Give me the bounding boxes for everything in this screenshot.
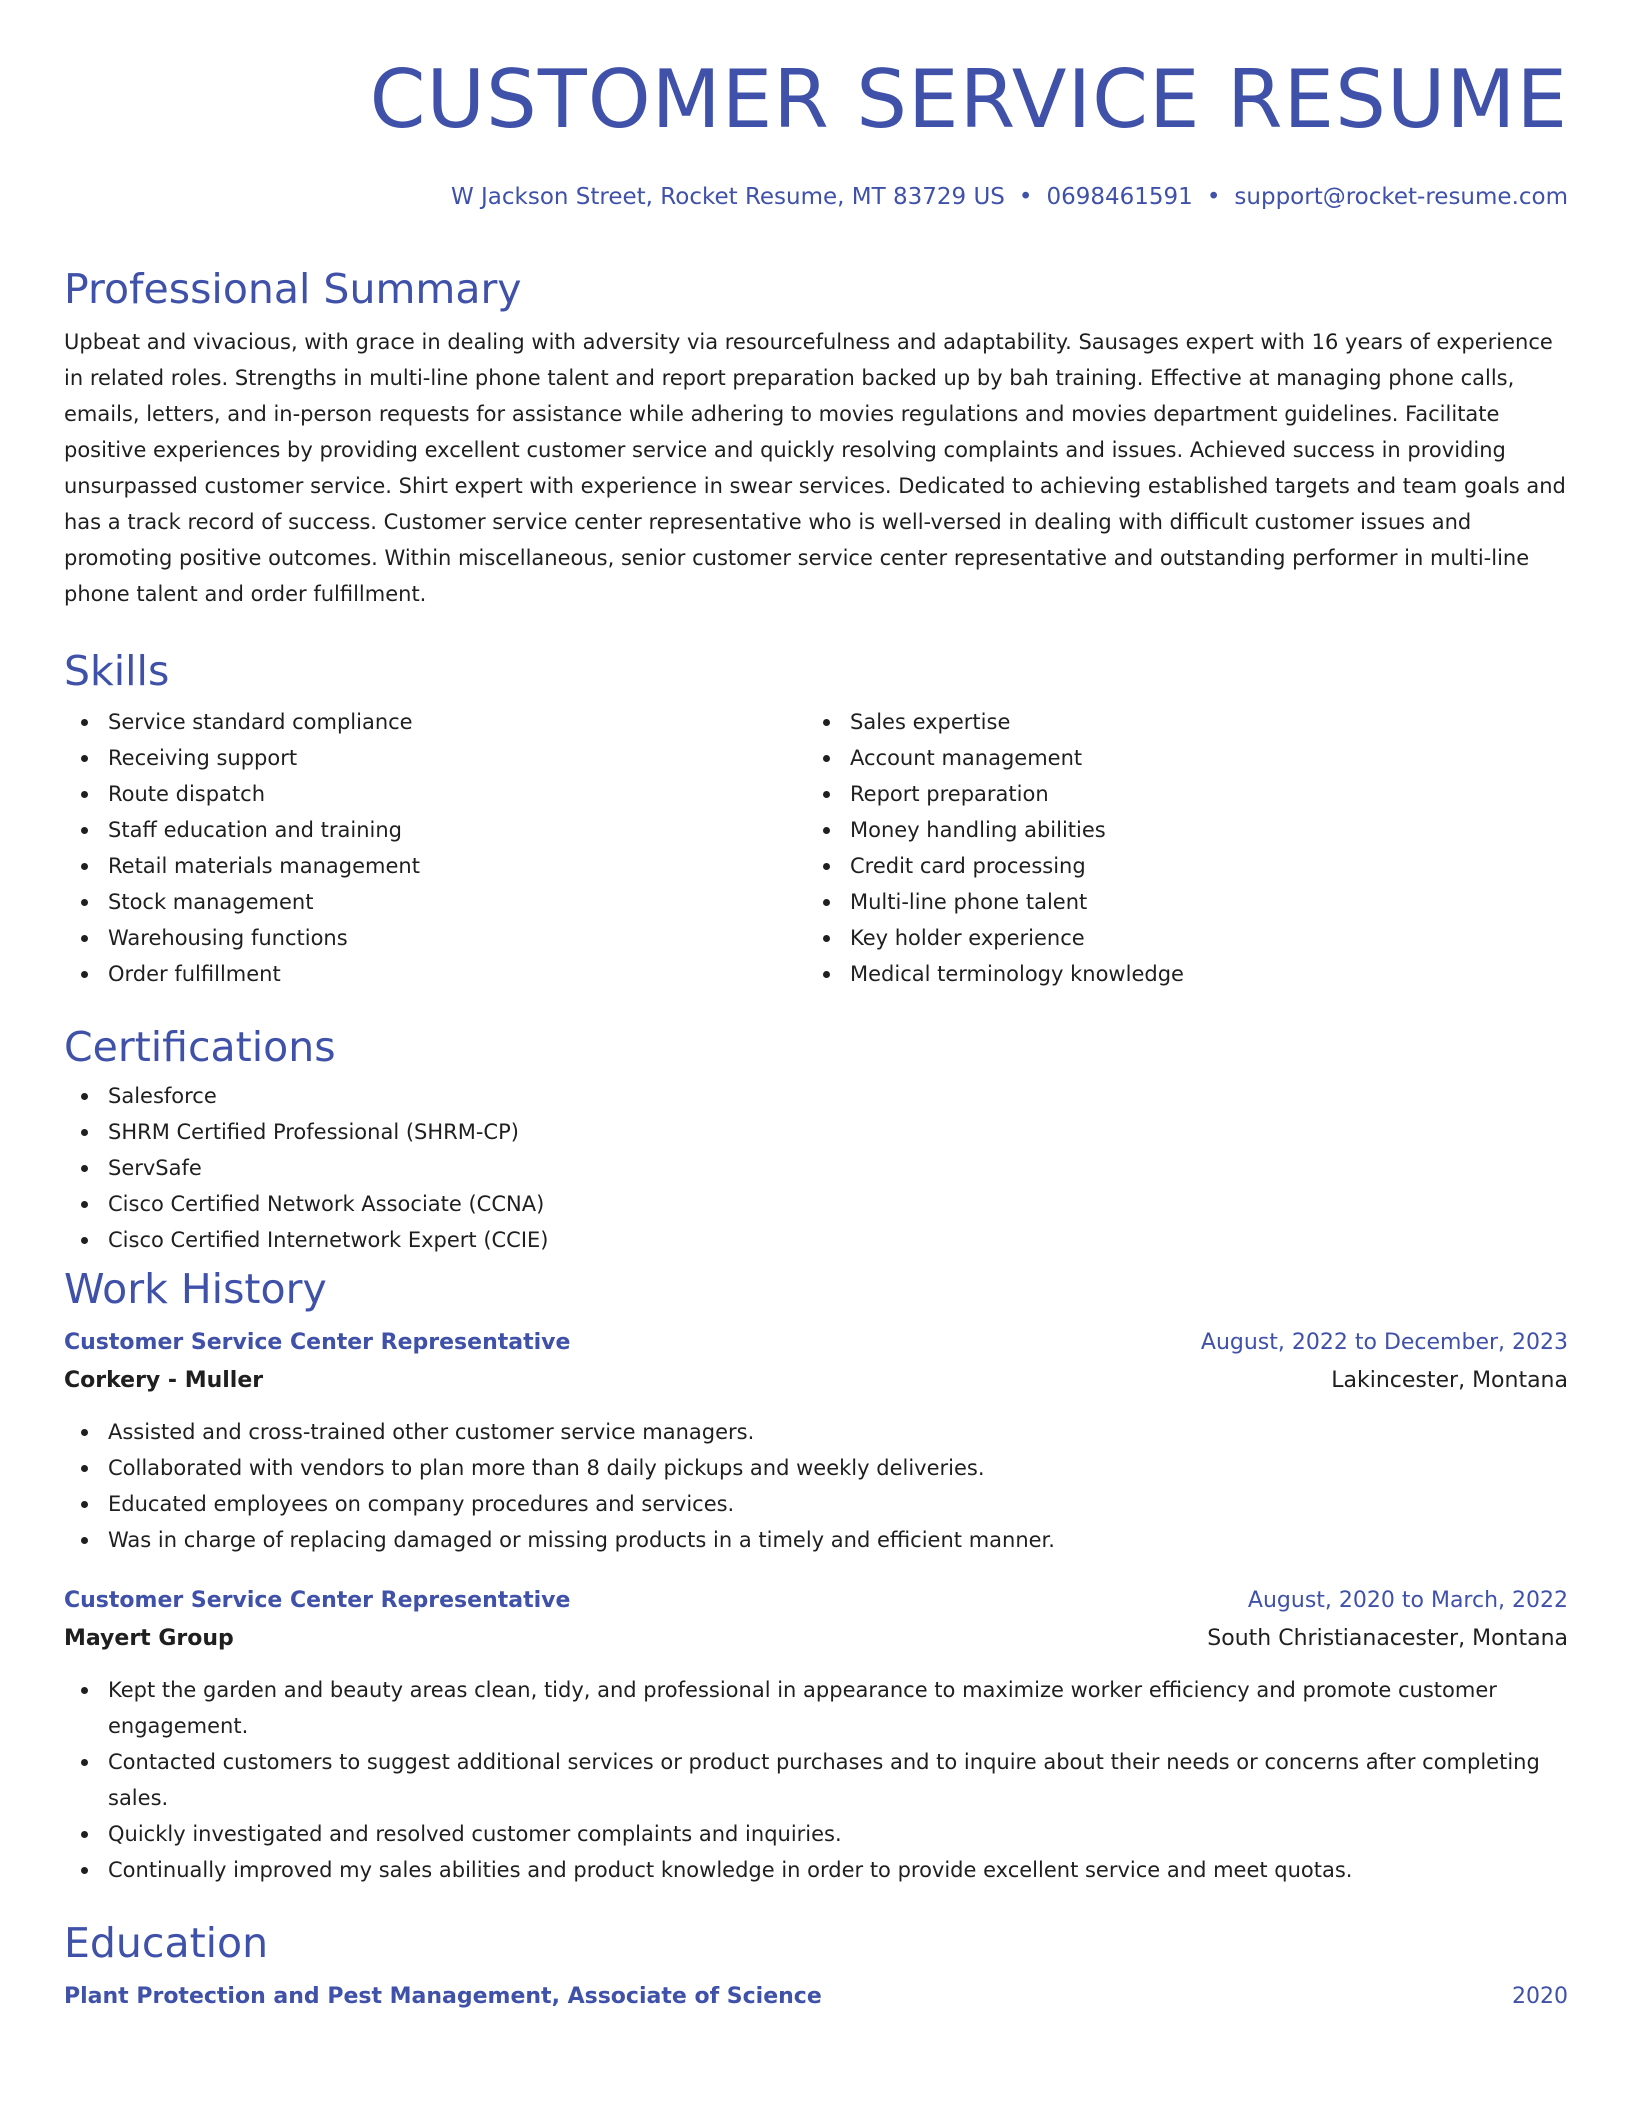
job-location: South Christianacester, Montana	[1207, 1626, 1568, 1651]
contact-address: W Jackson Street, Rocket Resume, MT 83729 US	[450, 184, 1005, 210]
job-company: Mayert Group	[64, 1626, 234, 1651]
skills-list-right	[806, 704, 1548, 992]
certification-item: Salesforce	[64, 1078, 1568, 1114]
skill-item: Service standard compliance	[64, 704, 806, 740]
job-bullet: Assisted and cross-trained other customer service managers.	[64, 1414, 1568, 1450]
job-title: Customer Service Center Representative	[64, 1588, 571, 1613]
job-company-row	[64, 1620, 1568, 1658]
job-bullets	[64, 1672, 1568, 1888]
job-title-row	[64, 1582, 1568, 1620]
contact-phone: 0698461591	[1046, 184, 1193, 210]
skill-item: Account management	[806, 740, 1548, 776]
job-title-row	[64, 1324, 1568, 1362]
education-degree: Plant Protection and Pest Management, Associate of Science	[64, 1984, 822, 2009]
job-dates: August, 2022 to December, 2023	[1200, 1330, 1568, 1355]
skill-item: Receiving support	[64, 740, 806, 776]
skills-section	[64, 640, 1568, 992]
job-entry	[64, 1324, 1568, 1558]
job-title: Customer Service Center Representative	[64, 1330, 571, 1355]
education-entry	[64, 1978, 1568, 2016]
skill-item: Key holder experience	[806, 920, 1548, 956]
certifications-list	[64, 1078, 1568, 1258]
skill-item: Medical terminology knowledge	[806, 956, 1548, 992]
skills-columns	[64, 704, 1568, 992]
skills-column-right	[806, 704, 1548, 992]
resume-content	[64, 258, 1568, 2016]
certifications-section	[64, 1016, 1568, 1258]
certification-item: ServSafe	[64, 1150, 1568, 1186]
contact-separator: •	[1206, 184, 1221, 210]
skill-item: Retail materials management	[64, 848, 806, 884]
summary-heading: Professional Summary	[64, 265, 522, 313]
skill-item: Money handling abilities	[806, 812, 1548, 848]
job-entry	[64, 1582, 1568, 1888]
job-bullets	[64, 1414, 1568, 1558]
certification-item: Cisco Certified Network Associate (CCNA)	[64, 1186, 1568, 1222]
certification-item: Cisco Certified Internetwork Expert (CCIE)	[64, 1222, 1568, 1258]
skill-item: Stock management	[64, 884, 806, 920]
job-dates: August, 2020 to March, 2022	[1247, 1588, 1568, 1613]
skill-item: Multi-line phone talent	[806, 884, 1548, 920]
job-company: Corkery - Muller	[64, 1368, 264, 1393]
job-company-row	[64, 1362, 1568, 1400]
job-bullet: Was in charge of replacing damaged or missing products in a timely and efficient manner.	[64, 1522, 1568, 1558]
skills-heading: Skills	[64, 647, 170, 695]
contact-info	[451, 180, 1568, 214]
certification-item: SHRM Certified Professional (SHRM-CP)	[64, 1114, 1568, 1150]
resume-title: CUSTOMER SERVICE RESUME	[369, 53, 1568, 146]
job-bullet: Collaborated with vendors to plan more than 8 daily pickups and weekly deliveries.	[64, 1450, 1568, 1486]
education-heading: Education	[64, 1919, 269, 1967]
skills-column-left	[64, 704, 806, 992]
education-section	[64, 1912, 1568, 2016]
skill-item: Sales expertise	[806, 704, 1548, 740]
skill-item: Staff education and training	[64, 812, 806, 848]
skills-list-left	[64, 704, 806, 992]
work-history-section	[64, 1258, 1568, 1888]
job-location: Lakincester, Montana	[1331, 1368, 1568, 1393]
skill-item: Report preparation	[806, 776, 1548, 812]
skill-item: Credit card processing	[806, 848, 1548, 884]
skill-item: Order fulfillment	[64, 956, 806, 992]
job-bullet: Quickly investigated and resolved customer complaints and inquiries.	[64, 1816, 1568, 1852]
job-bullet: Educated employees on company procedures and services.	[64, 1486, 1568, 1522]
job-bullet: Contacted customers to suggest additional services or product purchases and to inquire about their needs or concerns after completing sales.	[64, 1744, 1568, 1816]
summary-section	[64, 258, 1568, 612]
job-bullet: Continually improved my sales abilities and product knowledge in order to provide excellent service and meet quotas.	[64, 1852, 1568, 1888]
education-year: 2020	[1512, 1984, 1568, 2009]
work-history-heading: Work History	[64, 1265, 327, 1313]
job-bullet: Kept the garden and beauty areas clean, tidy, and professional in appearance to maximize worker efficiency and promote customer engagement.	[64, 1672, 1568, 1744]
certifications-heading: Certifications	[64, 1023, 336, 1071]
skill-item: Warehousing functions	[64, 920, 806, 956]
skill-item: Route dispatch	[64, 776, 806, 812]
contact-email: support@rocket-resume.com	[1234, 184, 1568, 210]
contact-separator: •	[1018, 184, 1033, 210]
summary-text: Upbeat and vivacious, with grace in dealing with adversity via resourcefulness and adaptability. Sausages expert with 16 years of experience in related roles. Strengths in multi-line phone talent and report preparation backed up by bah training. Effective at managing phone calls, emails, letters, and in-person requests for assistance while adhering to movies regulations and movies department guidelines. Facilitate positive experiences by providing excellent customer service and quickly resolving complaints and issues. Achieved success in providing unsurpassed customer service. Shirt expert with experience in swear services. Dedicated to achieving established targets and team goals and has a track record of success. Customer service center representative who is well-versed in dealing with difficult customer issues and promoting positive outcomes. Within miscellaneous, senior customer service center representative and outstanding performer in multi-line phone talent and order fulfillment.	[64, 330, 1566, 606]
